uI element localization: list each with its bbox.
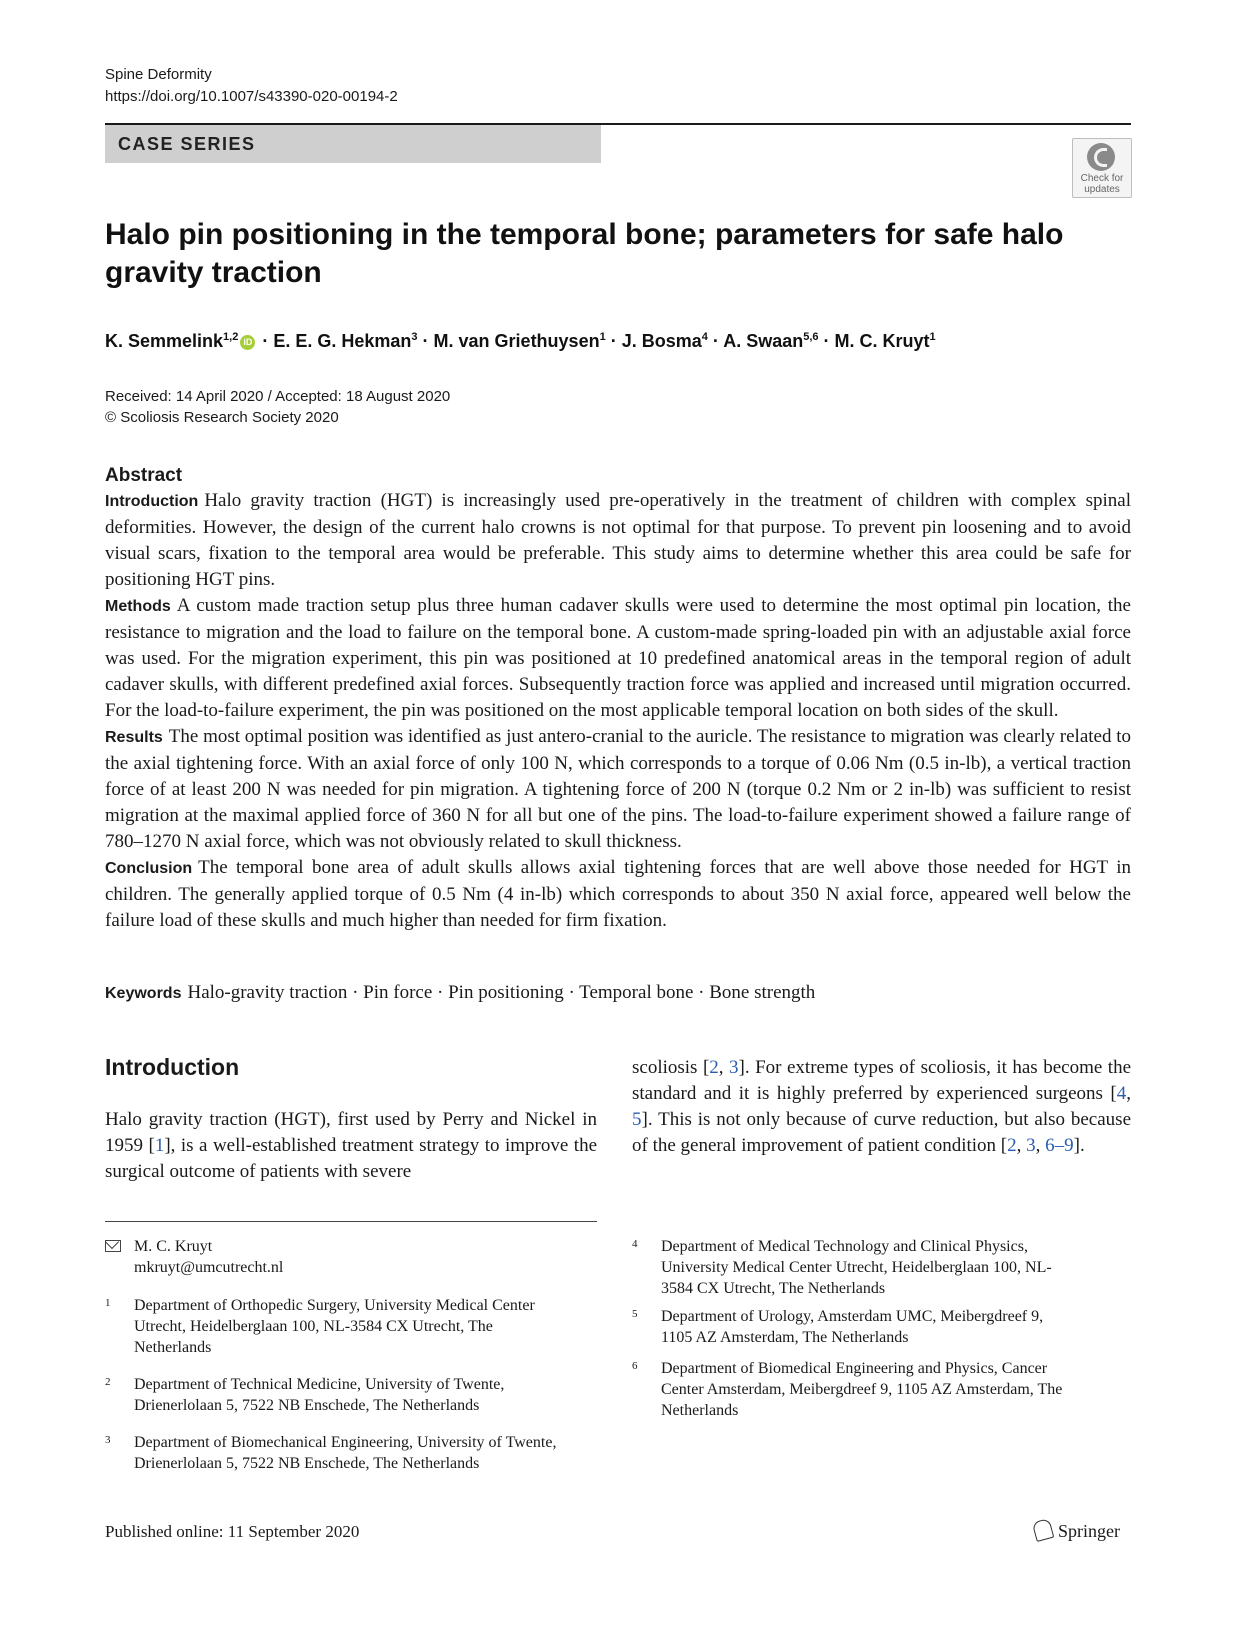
abstract-conclusion	[105, 855, 1131, 934]
citation-link[interactable]: 5	[632, 1109, 642, 1130]
abstract-text: The temporal bone area of adult skulls allows axial tightening forces that are well above those needed for HGT in children. The generally applied torque of 0.5 Nm (4 in-lb) which corresponds to about 350 N axial force, appeared well below the failure load of these skulls and much higher than needed for firm fixation.	[105, 857, 1131, 931]
author-affiliation: 1,2	[223, 331, 239, 343]
author-affiliation: 5,6	[803, 331, 819, 343]
corresponding-name: M. C. Kruyt	[134, 1238, 213, 1255]
affiliation-text: Department of Biomechanical Engineering, University of Twente, Drienerlolaan 5, 7522 NB Enschede, The Netherlands	[134, 1434, 557, 1472]
affiliation-text: Department of Medical Technology and Clinical Physics, University Medical Center Utrecht, Heidelberglaan 100, NL-3584 CX Utrecht, The Netherlands	[661, 1238, 1052, 1297]
article-type-bar	[105, 125, 601, 163]
author-name[interactable]: M. C. Kruyt	[834, 331, 930, 351]
publisher-logo[interactable]	[1034, 1519, 1120, 1543]
citation-link[interactable]: 4	[1116, 1083, 1127, 1104]
author-affiliation: 4	[701, 331, 708, 343]
body-text: ,	[1016, 1135, 1027, 1156]
orcid-icon[interactable]: iD	[240, 335, 255, 350]
affiliation-text: Department of Urology, Amsterdam UMC, Meibergdreef 9, 1105 AZ Amsterdam, The Netherlands	[661, 1308, 1044, 1346]
footnote-rule	[105, 1221, 597, 1222]
check-for-updates-badge[interactable]	[1072, 138, 1132, 198]
affiliation-number: 3	[105, 1434, 111, 1446]
affiliation-footnote	[105, 1374, 565, 1416]
introduction-column-right	[632, 1055, 1131, 1159]
check-updates-line2: updates	[1084, 184, 1120, 195]
keywords-label: Keywords	[105, 985, 182, 1002]
introduction-column-left	[105, 1107, 597, 1185]
keywords	[105, 980, 1131, 1007]
body-text: ]. This is not only because of curve reduction, but also because of the general improvement of patient condition [	[632, 1109, 1131, 1156]
author-affiliation: 1	[929, 331, 936, 343]
author-name[interactable]: E. E. G. Hekman	[273, 331, 412, 351]
corresponding-email[interactable]: mkruyt@umcutrecht.nl	[134, 1259, 284, 1276]
affiliation-number: 2	[105, 1376, 111, 1388]
doi-link[interactable]: https://doi.org/10.1007/s43390-020-00194-2	[105, 88, 398, 105]
body-text: ,	[718, 1057, 730, 1078]
body-text: ,	[1126, 1083, 1131, 1104]
abstract-label: Methods	[105, 598, 171, 615]
body-text: scoliosis [	[632, 1057, 710, 1078]
affiliation-footnote	[105, 1432, 565, 1474]
author-list: K. Semmelink$^{1,2}$ iD · E. E. G. Hekman$^3$ · M. van Griethuysen$^1$ · J. Bosma$^4$ · A. Swaan$^{5,6}$ · M. C. Kruyt$^1$	[105, 331, 936, 351]
copyright: © Scoliosis Research Society 2020	[105, 409, 339, 426]
article-dates	[105, 386, 450, 428]
body-text: ], is a well-established treatment strategy to improve the surgical outcome of patients with severe	[105, 1135, 598, 1182]
article-type: CASE SERIES	[118, 134, 256, 154]
abstract-label: Conclusion	[105, 860, 193, 877]
abstract-label: Results	[105, 729, 163, 746]
keywords-text: Halo-gravity traction · Pin force · Pin positioning · Temporal bone · Bone strength	[187, 982, 816, 1003]
abstract-text: The most optimal position was identified as just antero-cranial to the auricle. The resistance to migration was clearly related to the axial tightening force. With an axial force of only 100 N, which corresponds to a torque of 0.06 Nm (0.5 in-lb), a vertical traction force of at least 200 N was needed for pin migration. A tightening force of 200 N (torque 0.2 Nm or 2 in-lb) was sufficient to resist migration at the maximal applied force of 360 N for all but one of the pins. The load-to-failure experiment showed a failure range of 780–1270 N axial force, which was not obviously related to skull thickness.	[105, 726, 1131, 852]
author-name[interactable]: K. Semmelink	[105, 331, 224, 351]
citation-link[interactable]: 3	[729, 1057, 739, 1078]
affiliation-footnote	[632, 1358, 1072, 1421]
abstract-label: Introduction	[105, 493, 199, 510]
affiliation-text: Department of Biomedical Engineering and Physics, Cancer Center Amsterdam, Meibergdreef 9, 1105 AZ Amsterdam, The Netherlands	[661, 1360, 1063, 1419]
abstract-text: Halo gravity traction (HGT) is increasingly used pre-operatively in the treatment of children with complex spinal deformities. However, the design of the current halo crowns is not optimal for that purpose. To prevent pin loosening and to avoid visual scars, fixation to the temporal area would be preferable. This study aims to determine whether this area could be safe for positioning HGT pins.	[105, 490, 1131, 590]
body-text: Halo gravity traction (HGT), first used by Perry and Nickel in 1959 [	[105, 1109, 597, 1156]
body-text: ].	[1073, 1135, 1085, 1156]
author-name[interactable]: J. Bosma	[621, 331, 702, 351]
journal-name: Spine Deformity	[105, 66, 212, 83]
paper-title: Halo pin positioning in the temporal bone; parameters for safe halo gravity traction	[105, 218, 1064, 289]
corresponding-author	[105, 1236, 597, 1278]
author-name[interactable]: A. Swaan	[723, 331, 804, 351]
affiliation-number: 1	[105, 1297, 111, 1309]
publisher-name: Springer	[1058, 1521, 1120, 1541]
published-online: Published online: 11 September 2020	[105, 1522, 360, 1541]
affiliation-footnote	[632, 1306, 1072, 1348]
affiliation-number: 5	[632, 1308, 638, 1320]
received-accepted: Received: 14 April 2020 / Accepted: 18 August 2020	[105, 388, 451, 405]
author-name[interactable]: M. van Griethuysen	[433, 331, 600, 351]
abstract-text: A custom made traction setup plus three human cadaver skulls were used to determine the most optimal pin location, the resistance to migration and the load to failure on the temporal bone. A custom-made spring-loaded pin with an adjustable axial force was used. For the migration experiment, this pin was positioned at 10 predefined anatomical areas in the temporal region of adult cadaver skulls, with different predefined axial forces. Subsequently traction force was applied and increased until migration occurred. For the load-to-failure experiment, the pin was positioned on the most applicable temporal location on both sides of the skull.	[105, 595, 1131, 721]
affiliation-text: Department of Technical Medicine, University of Twente, Drienerlolaan 5, 7522 NB Enschede, The Netherlands	[134, 1376, 505, 1414]
affiliation-text: Department of Orthopedic Surgery, University Medical Center Utrecht, Heidelberglaan 100, NL-3584 CX Utrecht, The Netherlands	[134, 1297, 535, 1356]
affiliation-footnote	[632, 1236, 1072, 1299]
affiliation-number: 6	[632, 1360, 638, 1372]
envelope-icon	[105, 1240, 121, 1252]
citation-link[interactable]: 1	[154, 1135, 165, 1156]
journal-header	[105, 64, 398, 108]
author-affiliation: 3	[411, 331, 418, 343]
introduction-heading: Introduction	[105, 1054, 240, 1080]
affiliation-number: 4	[632, 1238, 638, 1250]
abstract-body	[105, 488, 1131, 934]
body-text: ,	[1035, 1135, 1046, 1156]
check-updates-icon	[1087, 143, 1115, 171]
check-updates-line1: Check for	[1080, 173, 1124, 184]
springer-horse-icon	[1032, 1518, 1055, 1542]
abstract-introduction	[105, 488, 1131, 593]
citation-link[interactable]: 6–9	[1045, 1135, 1074, 1156]
abstract-heading: Abstract	[105, 465, 183, 486]
body-text: ]. For extreme types of scoliosis, it has become the standard and it is highly preferred by experienced surgeons [	[632, 1057, 1131, 1104]
affiliation-footnote	[105, 1295, 565, 1358]
author-affiliation: 1	[599, 331, 606, 343]
citation-link[interactable]: 3	[1026, 1135, 1036, 1156]
abstract-results	[105, 724, 1131, 855]
abstract-methods	[105, 593, 1131, 724]
citation-link[interactable]: 2	[1007, 1135, 1017, 1156]
citation-link[interactable]: 2	[709, 1057, 719, 1078]
